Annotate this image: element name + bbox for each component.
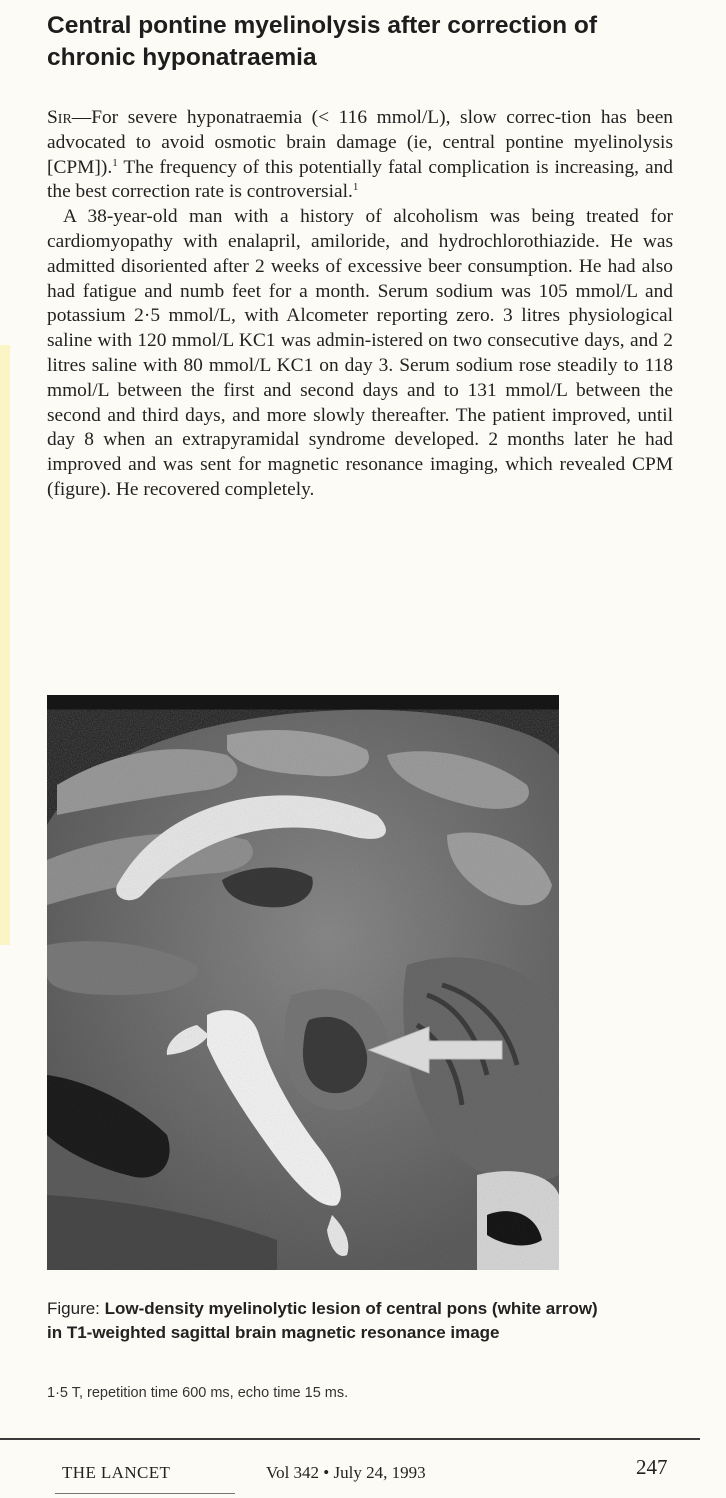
- article-title: Central pontine myelinolysis after correction of chronic hyponatraemia: [47, 12, 598, 71]
- caption-title: Low-density myelinolytic lesion of central pons (white arrow) in T1-weighted sagittal brain magnetic resonance image: [47, 1299, 598, 1342]
- caption-detail: 1·5 T, repetition time 600 ms, echo time 15 ms.: [47, 1385, 349, 1401]
- article-body: [47, 106, 673, 503]
- footer-underline: [55, 1493, 235, 1494]
- reference-marker[interactable]: 1: [352, 181, 359, 194]
- mri-sagittal-image: [47, 695, 559, 1270]
- paragraph-1-text-a: —For severe hyponatraemia (< 116 mmol/L), slow correc-tion has been advocated to avoid osmotic brain damage (ie, central pontine myelinolysis [CPM]).: [47, 107, 673, 178]
- salutation: Sir: [47, 107, 72, 128]
- page-number: 247: [636, 1455, 668, 1479]
- journal-name: THE LANCET: [62, 1463, 171, 1482]
- mri-figure: [47, 695, 559, 1270]
- figure-caption: [47, 1297, 607, 1345]
- paragraph-2: A 38-year-old man with a history of alcoholism was being treated for cardiomyopathy with enalapril, amiloride, and hydrochlorothiazide. He was admitted disoriented after 2 weeks of excessive beer consumption. He had also had fatigue and numb feet for a month. Serum sodium was 105 mmol/L and potassium 2·5 mmol/L, with Alcometer reporting zero. 3 litres physiological saline with 120 mmol/L KC1 was admin-istered on two consecutive days, and 2 litres saline with 80 mmol/L KC1 on day 3. Serum sodium rose steadily to 118 mmol/L between the first and second days and to 131 mmol/L between the second and third days, and more slowly thereafter. The patient improved, until day 8 when an extrapyramidal syndrome developed. 2 months later he had improved and was sent for magnetic resonance imaging, which revealed CPM (figure). He recovered completely.: [47, 206, 673, 500]
- footer-rule: [0, 1438, 700, 1440]
- page-edge-strip: [0, 345, 10, 945]
- paragraph-1: [47, 106, 673, 205]
- volume-date: Vol 342 • July 24, 1993: [266, 1463, 426, 1482]
- paragraph-1-text-b: The frequency of this potentially fatal complication is increasing, and the best correction rate is controversial.: [47, 156, 673, 203]
- reference-marker[interactable]: 1: [112, 156, 118, 169]
- caption-label: Figure:: [47, 1299, 105, 1318]
